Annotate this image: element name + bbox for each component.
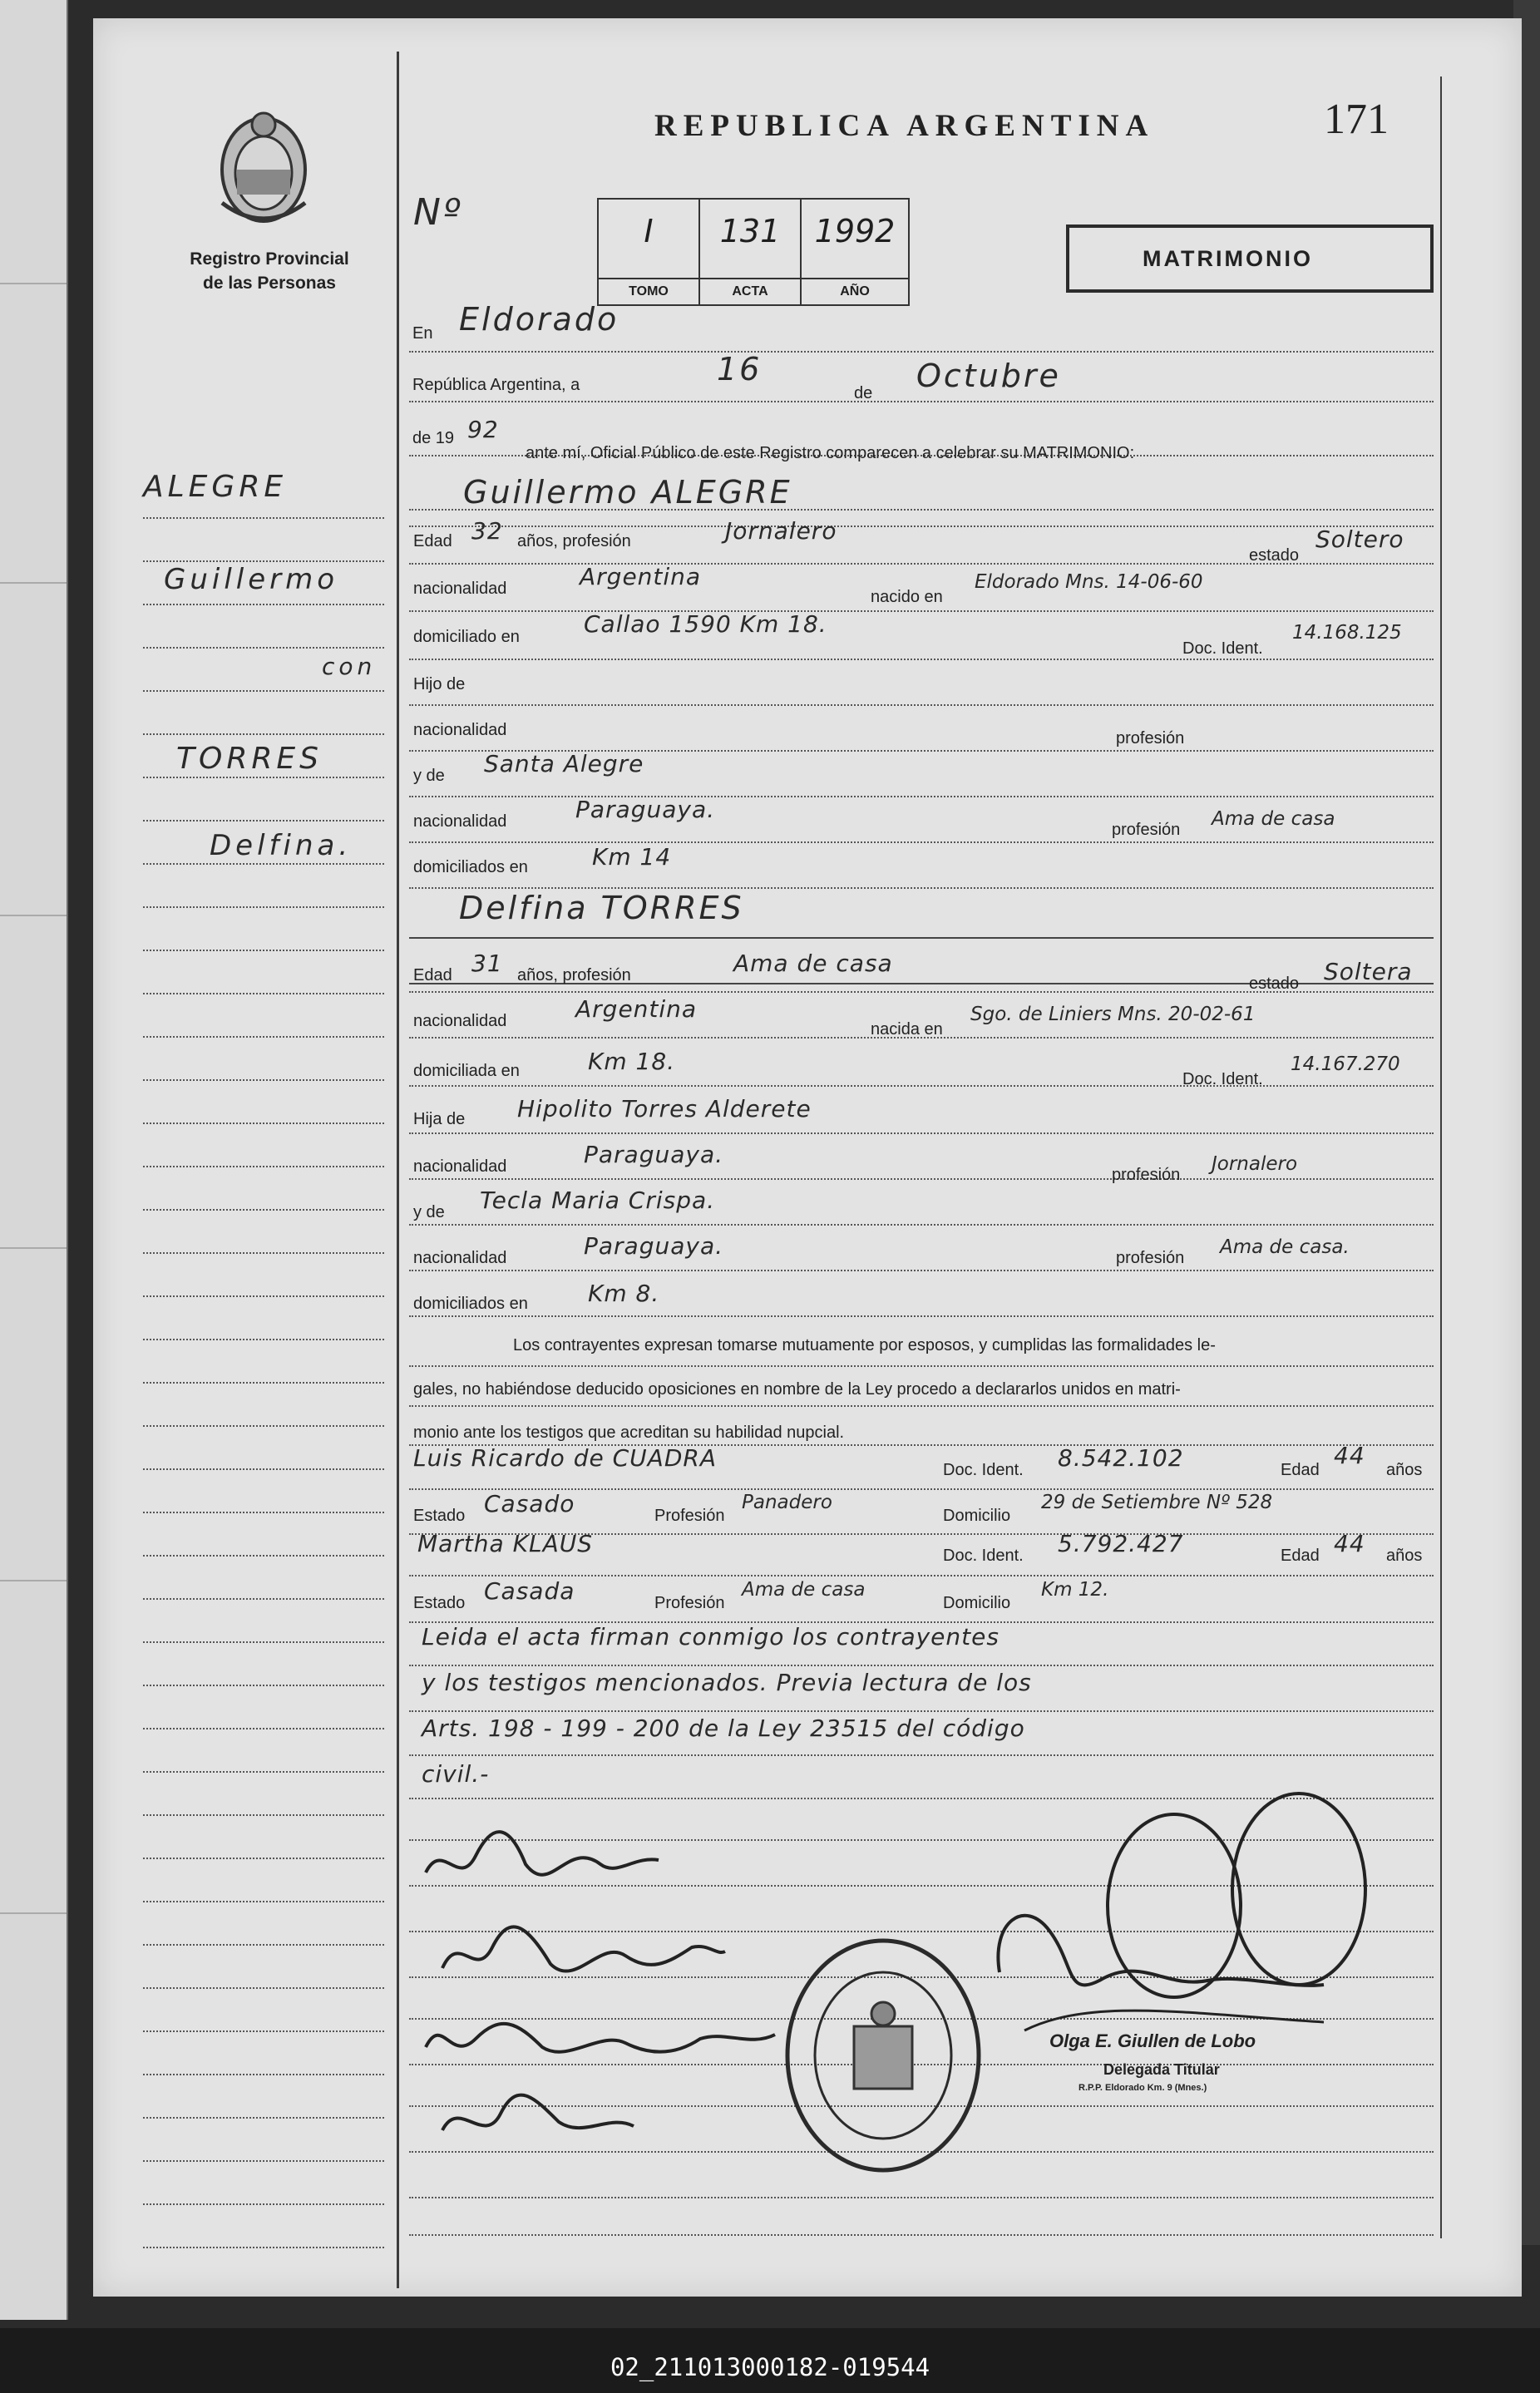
groom-mother: Santa Alegre — [484, 750, 644, 777]
margin-ruled-line — [143, 1685, 384, 1686]
bride-nationality: Argentina — [575, 995, 698, 1023]
margin-ruled-line — [143, 820, 384, 822]
margin-ruled-line — [143, 647, 384, 649]
ruled-line — [409, 1085, 1434, 1087]
margin-con: con — [322, 653, 377, 680]
bride-age: 31 — [471, 950, 503, 977]
margin-surname-groom: ALEGRE — [143, 470, 288, 504]
label-doc-ident-bride: Doc. Ident. — [1182, 1070, 1263, 1088]
margin-ruled-line — [143, 2117, 384, 2119]
label-profesion-bfather: profesión — [1112, 1166, 1181, 1184]
register-page — [93, 18, 1522, 2297]
record-type-label: MATRIMONIO — [1143, 246, 1313, 271]
margin-ruled-line — [143, 1166, 384, 1167]
declaration-line-1: Los contrayentes expresan tomarse mutuamente por esposos, y cumplidas las formalidades le- — [513, 1336, 1216, 1354]
previous-page-edge — [0, 0, 68, 2320]
label-witness2-edad: Edad — [1281, 1547, 1320, 1565]
acta-label: ACTA — [700, 278, 800, 304]
label-y-de: y de — [413, 767, 445, 785]
tomo-value: I — [644, 213, 654, 249]
ruled-line — [409, 1224, 1434, 1226]
closing-note-line-1: Leida el acta firman conmigo los contrayentes — [422, 1623, 1000, 1650]
label-nacionalidad-father: nacionalidad — [413, 721, 507, 739]
folio-number: 171 — [1324, 96, 1389, 143]
ruled-line — [409, 704, 1434, 706]
margin-ruled-line — [143, 1209, 384, 1211]
margin-ruled-line — [143, 1079, 384, 1081]
label-profesion-father: profesión — [1116, 729, 1185, 748]
ruled-line — [409, 401, 1434, 402]
margin-ruled-line — [143, 1771, 384, 1773]
bride-father-nationality: Paraguaya. — [584, 1141, 724, 1168]
label-nacionalidad-bfather: nacionalidad — [413, 1157, 507, 1176]
margin-ruled-line — [143, 560, 384, 562]
ruled-line — [409, 2197, 1434, 2198]
margin-name-bride: Delfina. — [210, 829, 353, 862]
witness2-doc: 5.792.427 — [1058, 1530, 1184, 1557]
label-en: En — [412, 324, 433, 343]
witness2-profession: Ama de casa — [742, 1579, 866, 1601]
witness2-age: 44 — [1334, 1530, 1365, 1557]
margin-ruled-line — [143, 604, 384, 605]
margin-ruled-line — [143, 690, 384, 692]
margin-ruled-line — [143, 1468, 384, 1470]
label-witness2-doc: Doc. Ident. — [943, 1547, 1024, 1565]
margin-ruled-line — [143, 1036, 384, 1038]
margin-ruled-line — [143, 993, 384, 994]
groom-status: Soltero — [1315, 525, 1404, 553]
margin-ruled-line — [143, 1814, 384, 1816]
margin-ruled-line — [143, 863, 384, 865]
label-doc-ident: Doc. Ident. — [1182, 639, 1263, 658]
official-title: Delegada Titular — [1103, 2061, 1220, 2078]
label-edad: Edad — [413, 532, 452, 550]
label-nacida-en: nacida en — [871, 1020, 943, 1039]
margin-ruled-line — [143, 1641, 384, 1643]
witness2-address: Km 12. — [1041, 1579, 1109, 1601]
section-divider — [409, 937, 1434, 939]
margin-ruled-line — [143, 1944, 384, 1946]
margin-ruled-line — [143, 2030, 384, 2032]
ruled-line — [409, 841, 1434, 843]
official-signature — [975, 1781, 1407, 2047]
label-witness1-estado: Estado — [413, 1507, 466, 1525]
label-witness2-domicilio: Domicilio — [943, 1594, 1011, 1612]
groom-birth: Eldorado Mns. 14-06-60 — [975, 571, 1203, 593]
coat-of-arms-icon — [210, 110, 318, 234]
groom-mother-profession: Ama de casa — [1212, 808, 1335, 830]
label-witness1-anos: años — [1386, 1461, 1423, 1479]
ruled-line — [409, 659, 1434, 660]
day-value: 16 — [717, 351, 763, 387]
bride-birth: Sgo. de Liniers Mns. 20-02-61 — [970, 1004, 1256, 1025]
margin-ruled-line — [143, 1425, 384, 1427]
groom-mother-nationality: Paraguaya. — [575, 796, 716, 823]
margin-ruled-line — [143, 1122, 384, 1124]
ano-label: AÑO — [802, 278, 908, 304]
label-nacido-en: nacido en — [871, 588, 943, 606]
ruled-line — [409, 1365, 1434, 1367]
margin-ruled-line — [143, 1295, 384, 1297]
record-index-box — [597, 198, 910, 306]
bride-address: Km 18. — [588, 1048, 676, 1075]
groom-age: 32 — [471, 517, 503, 545]
official-office: R.P.P. Eldorado Km. 9 (Mnes.) — [1078, 2083, 1207, 2093]
margin-ruled-line — [143, 1728, 384, 1729]
groom-address: Callao 1590 Km 18. — [584, 610, 827, 638]
ruled-line — [409, 2234, 1434, 2236]
label-witness1-edad: Edad — [1281, 1461, 1320, 1479]
label-profesion-bmother: profesión — [1116, 1249, 1185, 1267]
label-estado-bride: estado — [1249, 974, 1300, 993]
official-seal-icon — [775, 1931, 991, 2180]
margin-ruled-line — [143, 1598, 384, 1600]
margin-ruled-line — [143, 1512, 384, 1513]
closing-note-line-2: y los testigos mencionados. Previa lectura de los — [422, 1669, 1032, 1696]
ruled-line — [409, 1575, 1434, 1576]
margin-ruled-line — [143, 906, 384, 908]
groom-parents-address: Km 14 — [592, 843, 672, 871]
label-witness2-estado: Estado — [413, 1594, 466, 1612]
bride-mother-profession: Ama de casa. — [1220, 1236, 1350, 1258]
margin-ruled-line — [143, 1901, 384, 1902]
label-domiciliado: domiciliado en — [413, 628, 520, 646]
witness1-age: 44 — [1334, 1442, 1365, 1469]
bride-father: Hipolito Torres Alderete — [517, 1095, 812, 1122]
right-margin-line — [1440, 76, 1442, 2238]
margin-ruled-line — [143, 1382, 384, 1384]
acta-value: 131 — [719, 213, 781, 249]
witness1-status: Casado — [484, 1490, 575, 1517]
month-value: Octubre — [916, 358, 1061, 394]
margin-ruled-line — [143, 1339, 384, 1340]
bride-mother: Tecla Maria Crispa. — [480, 1187, 716, 1214]
label-nacionalidad-bmother: nacionalidad — [413, 1249, 507, 1267]
ruled-line — [409, 525, 1434, 527]
label-domiciliados: domiciliados en — [413, 858, 528, 876]
groom-nationality: Argentina — [580, 563, 702, 590]
column-divider — [397, 52, 399, 2288]
closing-note-line-3: Arts. 198 - 199 - 200 de la Ley 23515 del código — [422, 1715, 1025, 1742]
year-suffix-value: 92 — [467, 416, 499, 443]
label-ante: ante mí, Oficial Público de este Registro comparecen a celebrar su MATRIMONIO: — [526, 444, 1135, 462]
place-value: Eldorado — [459, 301, 619, 338]
margin-ruled-line — [143, 2074, 384, 2075]
label-witness1-domicilio: Domicilio — [943, 1507, 1011, 1525]
label-year-prefix: de 19 — [412, 429, 455, 447]
witness1-address: 29 de Setiembre Nº 528 — [1041, 1492, 1273, 1513]
ruled-line — [409, 351, 1434, 353]
label-y-de-bride: y de — [413, 1203, 445, 1221]
declaration-line-2: gales, no habiéndose deducido oposiciones en nombre de la Ley procedo a declararlos unidos en matri- — [413, 1380, 1181, 1399]
ruled-line — [409, 1315, 1434, 1317]
label-profesion-mother: profesión — [1112, 821, 1181, 839]
label-witness2-anos: años — [1386, 1547, 1423, 1565]
label-domiciliada: domiciliada en — [413, 1062, 520, 1080]
margin-ruled-line — [143, 777, 384, 778]
page-title: REPUBLICA ARGENTINA — [654, 109, 1155, 143]
witness2-status: Casada — [484, 1577, 575, 1605]
record-type-box — [1066, 224, 1434, 293]
witness2-name: Martha KLAUS — [417, 1530, 593, 1557]
label-witness1-profesion: Profesión — [654, 1507, 725, 1525]
margin-ruled-line — [143, 2160, 384, 2162]
number-mark: Nº — [413, 191, 463, 234]
image-identifier: 02_211013000182-019544 — [610, 2353, 930, 2381]
margin-ruled-line — [143, 1252, 384, 1254]
margin-surname-bride: TORRES — [176, 742, 323, 776]
bride-father-profession: Jornalero — [1212, 1153, 1298, 1175]
label-anos-profesion: años, profesión — [517, 532, 631, 550]
margin-ruled-line — [143, 517, 384, 519]
tomo-label: TOMO — [599, 278, 698, 304]
label-domiciliados-bride: domiciliados en — [413, 1295, 528, 1313]
margin-ruled-line — [143, 2247, 384, 2248]
label-witness1-doc: Doc. Ident. — [943, 1461, 1024, 1479]
label-hijo-de: Hijo de — [413, 675, 466, 693]
ruled-line — [409, 1710, 1434, 1712]
witness1-profession: Panadero — [742, 1492, 832, 1513]
groom-doc: 14.168.125 — [1292, 622, 1402, 644]
label-hija-de: Hija de — [413, 1110, 466, 1128]
ruled-line — [409, 1132, 1434, 1134]
groom-profession: Jornalero — [725, 517, 837, 545]
official-name: Olga E. Giullen de Lobo — [1049, 2030, 1256, 2051]
margin-name-groom: Guillermo — [164, 563, 339, 596]
ruled-line — [409, 1754, 1434, 1756]
bride-name: Delfina TORRES — [459, 890, 744, 926]
witness1-name: Luis Ricardo de CUADRA — [413, 1444, 717, 1472]
declaration-line-3: monio ante los testigos que acreditan su habilidad nupcial. — [413, 1423, 845, 1442]
ruled-line — [409, 796, 1434, 797]
groom-name: Guillermo ALEGRE — [463, 474, 792, 511]
label-edad-bride: Edad — [413, 966, 452, 984]
ruled-line — [409, 1405, 1434, 1407]
label-witness2-profesion: Profesión — [654, 1594, 725, 1612]
margin-ruled-line — [143, 1858, 384, 1859]
margin-ruled-line — [143, 2203, 384, 2205]
bride-doc: 14.167.270 — [1291, 1053, 1400, 1075]
margin-ruled-line — [143, 1987, 384, 1989]
registry-name: Registro Provincial de las Personas — [190, 249, 349, 293]
label-anos-profesion-bride: años, profesión — [517, 966, 631, 984]
ruled-line — [409, 1270, 1434, 1271]
bride-profession: Ama de casa — [733, 950, 893, 977]
bride-status: Soltera — [1324, 958, 1413, 985]
margin-ruled-line — [143, 1555, 384, 1557]
bride-parents-address: Km 8. — [588, 1280, 660, 1307]
ruled-line — [409, 1178, 1434, 1180]
ruled-line — [409, 887, 1434, 889]
witness1-doc: 8.542.102 — [1058, 1444, 1184, 1472]
label-de: de — [854, 384, 873, 402]
label-estado: estado — [1249, 546, 1300, 565]
ano-value: 1992 — [814, 213, 896, 249]
label-nacionalidad: nacionalidad — [413, 580, 507, 598]
ruled-line — [409, 1665, 1434, 1666]
margin-ruled-line — [143, 950, 384, 951]
label-republica: República Argentina, a — [412, 376, 580, 394]
margin-ruled-line — [143, 733, 384, 735]
bride-mother-nationality: Paraguaya. — [584, 1232, 724, 1260]
label-nacionalidad-bride: nacionalidad — [413, 1012, 507, 1030]
label-nacionalidad-mother: nacionalidad — [413, 812, 507, 831]
closing-note-line-4: civil.- — [422, 1760, 490, 1788]
ruled-line — [409, 610, 1434, 612]
